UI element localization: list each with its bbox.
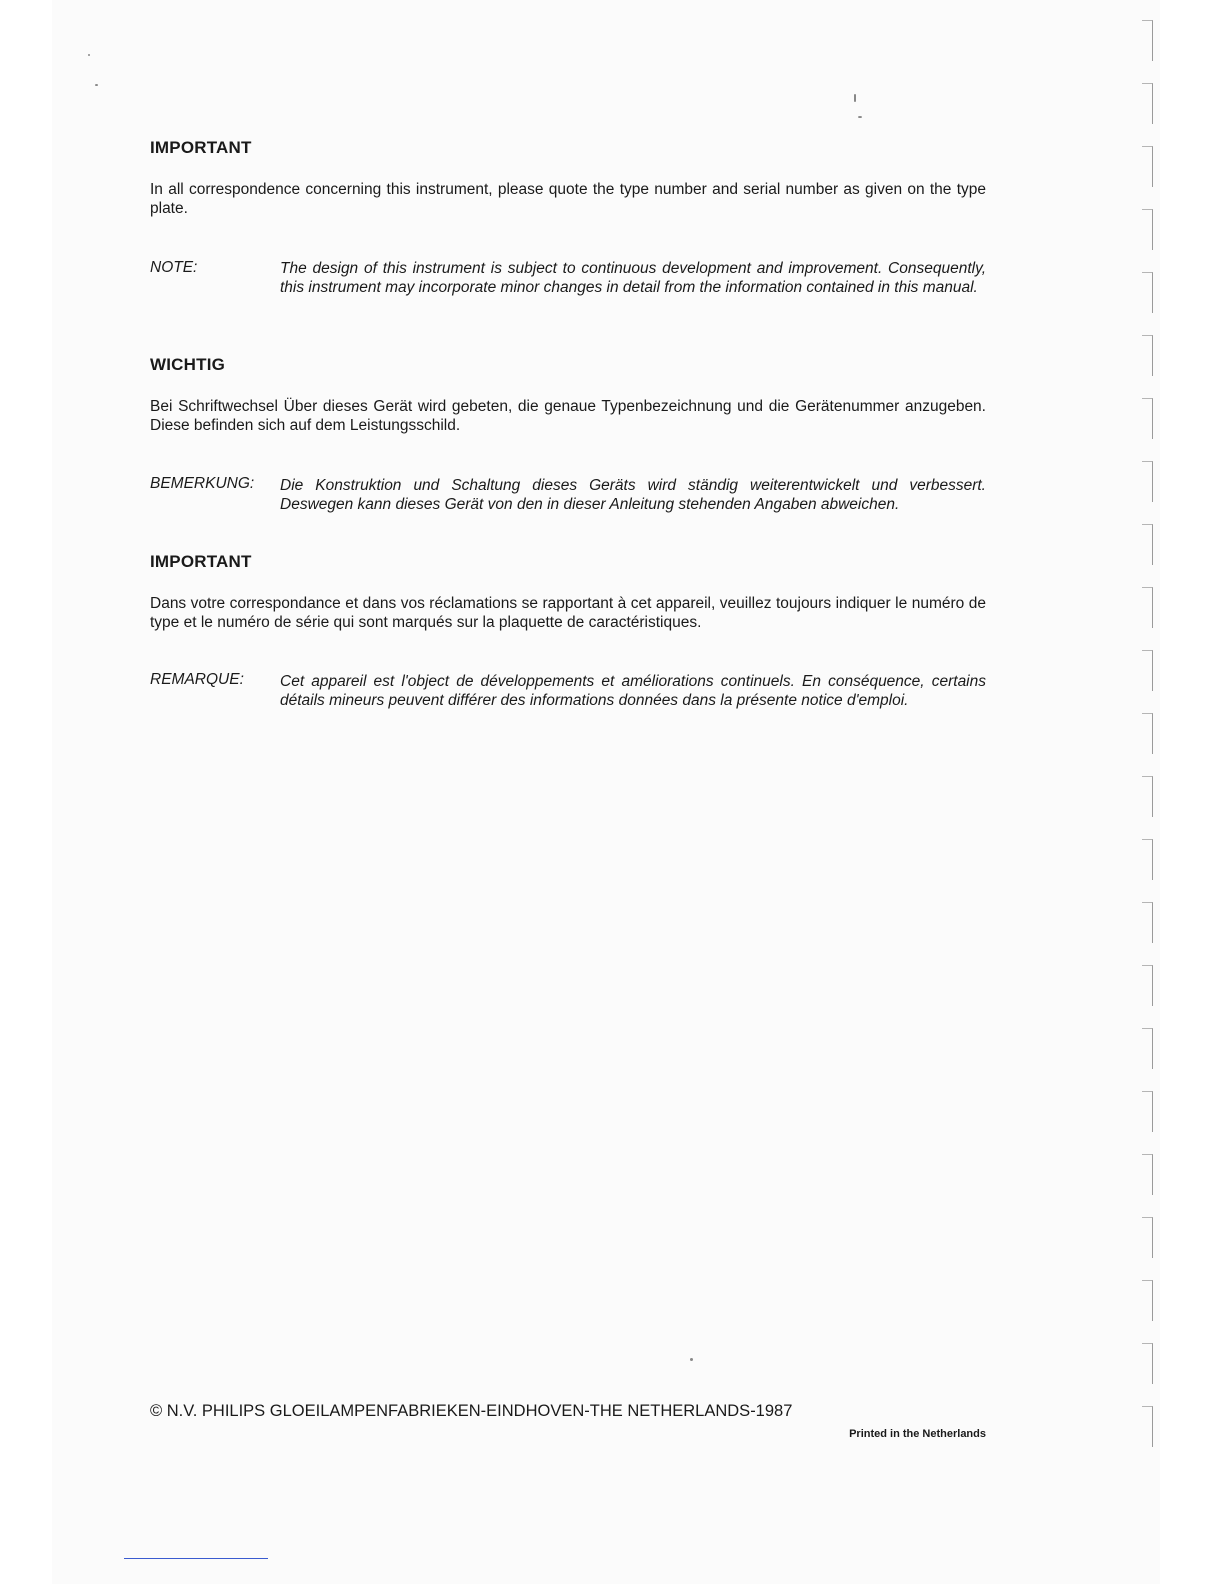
binding-tick <box>1142 776 1153 817</box>
binding-tick <box>1142 461 1153 502</box>
binding-tick <box>1142 335 1153 376</box>
scan-speck <box>854 94 856 102</box>
note-text-de: Die Konstruktion und Schaltung dieses Geräts wird ständig weiterentwickelt und verbessert. Deswegen kann dieses Gerät von den in dieser Anleitung stehenden Angaben abweichen. <box>280 477 986 513</box>
heading-important-en: IMPORTANT <box>150 138 252 157</box>
binding-tick <box>1142 272 1153 313</box>
note-label-fr: REMARQUE: <box>150 671 244 688</box>
binding-marks <box>1136 20 1156 1500</box>
binding-tick <box>1142 209 1153 250</box>
scan-speck <box>690 1358 693 1361</box>
binding-tick <box>1142 1028 1153 1069</box>
note-label-de: BEMERKUNG: <box>150 475 255 492</box>
scan-speck <box>858 116 862 118</box>
heading-wichtig-de: WICHTIG <box>150 355 226 374</box>
binding-tick <box>1142 1091 1153 1132</box>
binding-tick <box>1142 1343 1153 1384</box>
binding-tick <box>1142 1217 1153 1258</box>
paragraph-fr: Dans votre correspondance et dans vos réclamations se rapportant à cet appareil, veuillez toujours indiquer le numéro de type et le numéro de série qui sont marqués sur la plaquette de caractéristiques. <box>150 595 986 631</box>
heading-important-fr: IMPORTANT <box>150 552 252 571</box>
binding-tick <box>1142 965 1153 1006</box>
binding-tick <box>1142 902 1153 943</box>
binding-tick <box>1142 398 1153 439</box>
binding-tick <box>1142 587 1153 628</box>
binding-tick <box>1142 1280 1153 1321</box>
copyright-line: © N.V. PHILIPS GLOEILAMPENFABRIEKEN-EINDHOVEN-THE NETHERLANDS-1987 <box>150 1402 793 1420</box>
note-text-fr: Cet appareil est l'object de développements et améliorations continuels. En conséquence, certains détails mineurs peuvent différer des informations données dans la présente notice d'emploi. <box>280 673 986 709</box>
bottom-underline <box>124 1558 268 1559</box>
binding-tick <box>1142 146 1153 187</box>
binding-tick <box>1142 650 1153 691</box>
paragraph-en: In all correspondence concerning this instrument, please quote the type number and serial number as given on the type plate. <box>150 181 986 217</box>
binding-tick <box>1142 1154 1153 1195</box>
binding-tick <box>1142 83 1153 124</box>
binding-tick <box>1142 713 1153 754</box>
note-text-en: The design of this instrument is subject to continuous development and improvement. Consequently, this instrument may incorporate minor changes in detail from the information contained in this manual. <box>280 260 986 296</box>
scan-speck <box>88 54 90 56</box>
paragraph-de: Bei Schriftwechsel Über dieses Gerät wird gebeten, die genaue Typenbezeichnung und die Gerätenummer anzugeben. Diese befinden sich auf dem Leistungsschild. <box>150 398 986 434</box>
printed-in-label: Printed in the Netherlands <box>849 1428 986 1440</box>
binding-tick <box>1142 20 1153 61</box>
binding-tick <box>1142 839 1153 880</box>
binding-tick <box>1142 524 1153 565</box>
scan-speck <box>95 84 98 86</box>
document-page <box>52 0 1160 1584</box>
binding-tick <box>1142 1406 1153 1447</box>
note-label-en: NOTE: <box>150 259 198 276</box>
